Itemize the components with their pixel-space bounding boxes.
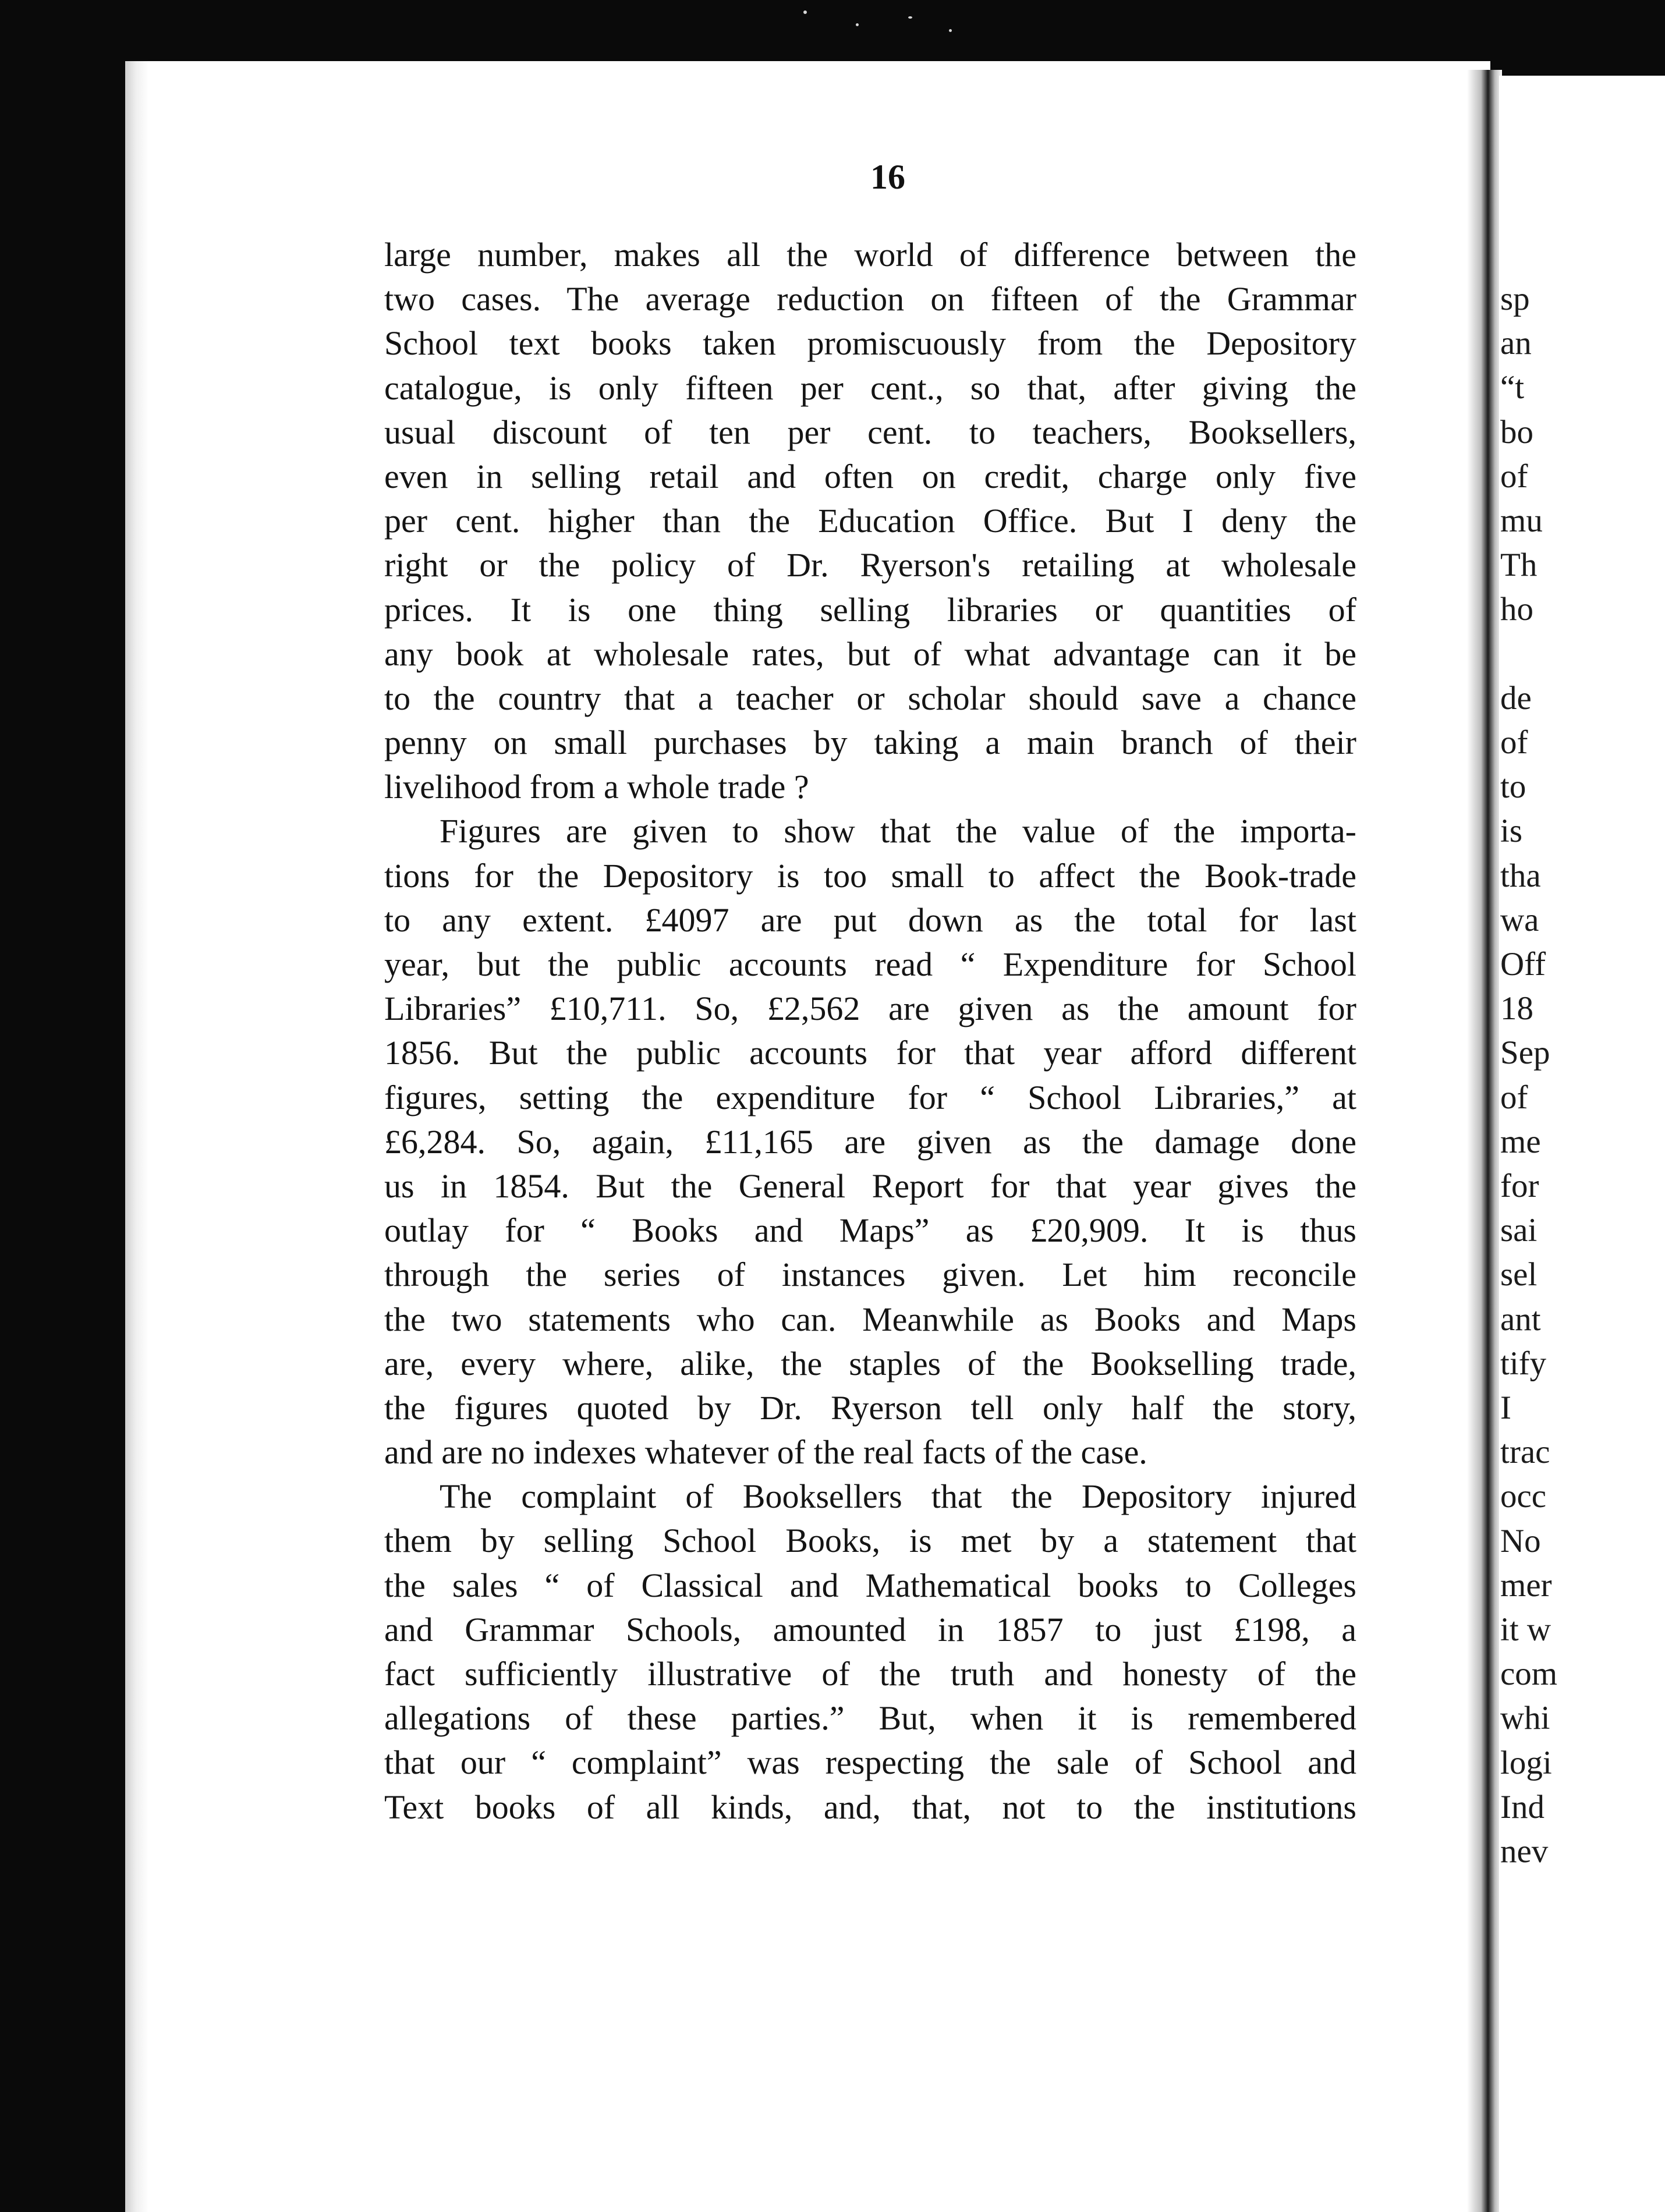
right-page-line: sai [1500,1212,1538,1249]
right-page-line: tify [1500,1345,1547,1382]
right-page-line: sp [1500,281,1530,317]
text-line: to the country that a teacher or scholar should save a chance [384,679,1356,717]
text-line: The complaint of Booksellers that the Depository injured [440,1477,1356,1516]
right-page-line: de [1500,679,1532,717]
book-gutter [1467,70,1502,2212]
text-line: per cent. higher than the Education Office. But I deny the [384,502,1356,540]
text-line: two cases. The average reduction on fifteen of the Grammar [384,280,1356,318]
right-page-line: Off [1500,946,1546,983]
text-line: even in selling retail and often on credit, charge only five [384,457,1356,495]
right-page-line: I [1500,1389,1511,1426]
text-line: the two statements who can. Meanwhile as Books and Maps [384,1300,1356,1338]
right-page-line: ho [1500,591,1533,628]
text-line: figures, setting the expenditure for “ School Libraries,” at [384,1078,1356,1116]
page-edge-shadow [125,61,148,2212]
right-page-line: an [1500,325,1532,362]
text-line: £6,284. So, again, £11,165 are given as the damage done [384,1122,1356,1161]
right-page-line: nev [1500,1833,1549,1870]
right-page-line: it w [1500,1611,1551,1648]
right-page-line: No [1500,1522,1541,1559]
right-page-line: bo [1500,413,1533,451]
text-line: are, every where, alike, the staples of the Bookselling trade, [384,1344,1356,1383]
right-page-line: for [1500,1168,1539,1204]
text-line: us in 1854. But the General Report for that year gives the [384,1167,1356,1205]
text-line: right or the policy of Dr. Ryerson's retailing at wholesale [384,546,1356,584]
right-page-line: to [1500,768,1526,806]
dust-speck [908,16,912,19]
right-page-line: Th [1500,547,1538,584]
right-page-line: of [1500,458,1528,495]
text-line: year, but the public accounts read “ Expenditure for School [384,945,1356,983]
right-page-line: com [1500,1656,1558,1693]
text-line: penny on small purchases by taking a main branch of their [384,724,1356,762]
text-line: prices. It is one thing selling libraries or quantities of [384,590,1356,629]
text-line: Libraries” £10,711. So, £2,562 are given as the amount for [384,990,1356,1028]
right-page-line: mu [1500,502,1543,539]
text-line: tions for the Depository is too small to affect the Book-trade [384,856,1356,895]
right-page-line: 18 [1500,990,1533,1027]
right-page-fragment [1499,76,1665,2212]
text-line: fact sufficiently illustrative of the truth and honesty of the [384,1655,1356,1693]
text-line: any book at wholesale rates, but of what advantage can it be [384,634,1356,673]
right-page-line: of [1500,724,1528,761]
text-line: School text books taken promiscuously from the Depository [384,324,1356,363]
text-line: Text books of all kinds, and, that, not to the institutions [384,1788,1356,1826]
right-page-line: “t [1500,369,1525,406]
right-page-line: Ind [1500,1788,1544,1825]
text-line: the sales “ of Classical and Mathematical books to Colleges [384,1566,1356,1604]
right-page-line: sel [1500,1256,1538,1293]
right-page-line: tha [1500,857,1541,894]
right-page-line: mer [1500,1566,1552,1604]
text-line: usual discount of ten per cent. to teachers, Booksellers, [384,413,1356,451]
right-page-line: me [1500,1123,1541,1160]
text-line: and are no indexes whatever of the real facts of the case. [384,1433,1147,1472]
right-page-line: whi [1500,1700,1550,1737]
text-line: and Grammar Schools, amounted in 1857 to just £198, a [384,1610,1356,1649]
body-text [384,233,1356,1830]
text-line: 1856. But the public accounts for that year afford different [384,1034,1356,1072]
right-page-line: ant [1500,1300,1541,1338]
dust-speck [803,10,807,14]
text-line: Figures are given to show that the value of the importa- [440,812,1356,850]
right-page-line: is [1500,813,1523,850]
text-line: the figures quoted by Dr. Ryerson tell only half the story, [384,1388,1356,1427]
text-line: catalogue, is only fifteen per cent., so that, after giving the [384,368,1356,407]
text-line: outlay for “ Books and Maps” as £20,909. It is thus [384,1211,1356,1250]
right-page-line: trac [1500,1434,1550,1471]
dust-speck [949,29,952,32]
right-page-line: occ [1500,1478,1547,1515]
text-line: livelihood from a whole trade ? [384,768,809,806]
page-number: 16 [870,158,905,196]
right-page-line: wa [1500,901,1539,938]
text-line: them by selling School Books, is met by a statement that [384,1522,1356,1560]
right-page-line: of [1500,1079,1528,1116]
right-page-line: logi [1500,1744,1552,1781]
right-page-line: Sep [1500,1034,1550,1072]
text-line: that our “ complaint” was respecting the sale of School and [384,1743,1356,1782]
dust-speck [856,23,859,26]
text-line: allegations of these parties.” But, when it is remembered [384,1699,1356,1738]
text-line: through the series of instances given. Let him reconcile [384,1256,1356,1294]
text-line: to any extent. £4097 are put down as the total for last [384,901,1356,939]
text-line: large number, makes all the world of difference between the [384,236,1356,274]
